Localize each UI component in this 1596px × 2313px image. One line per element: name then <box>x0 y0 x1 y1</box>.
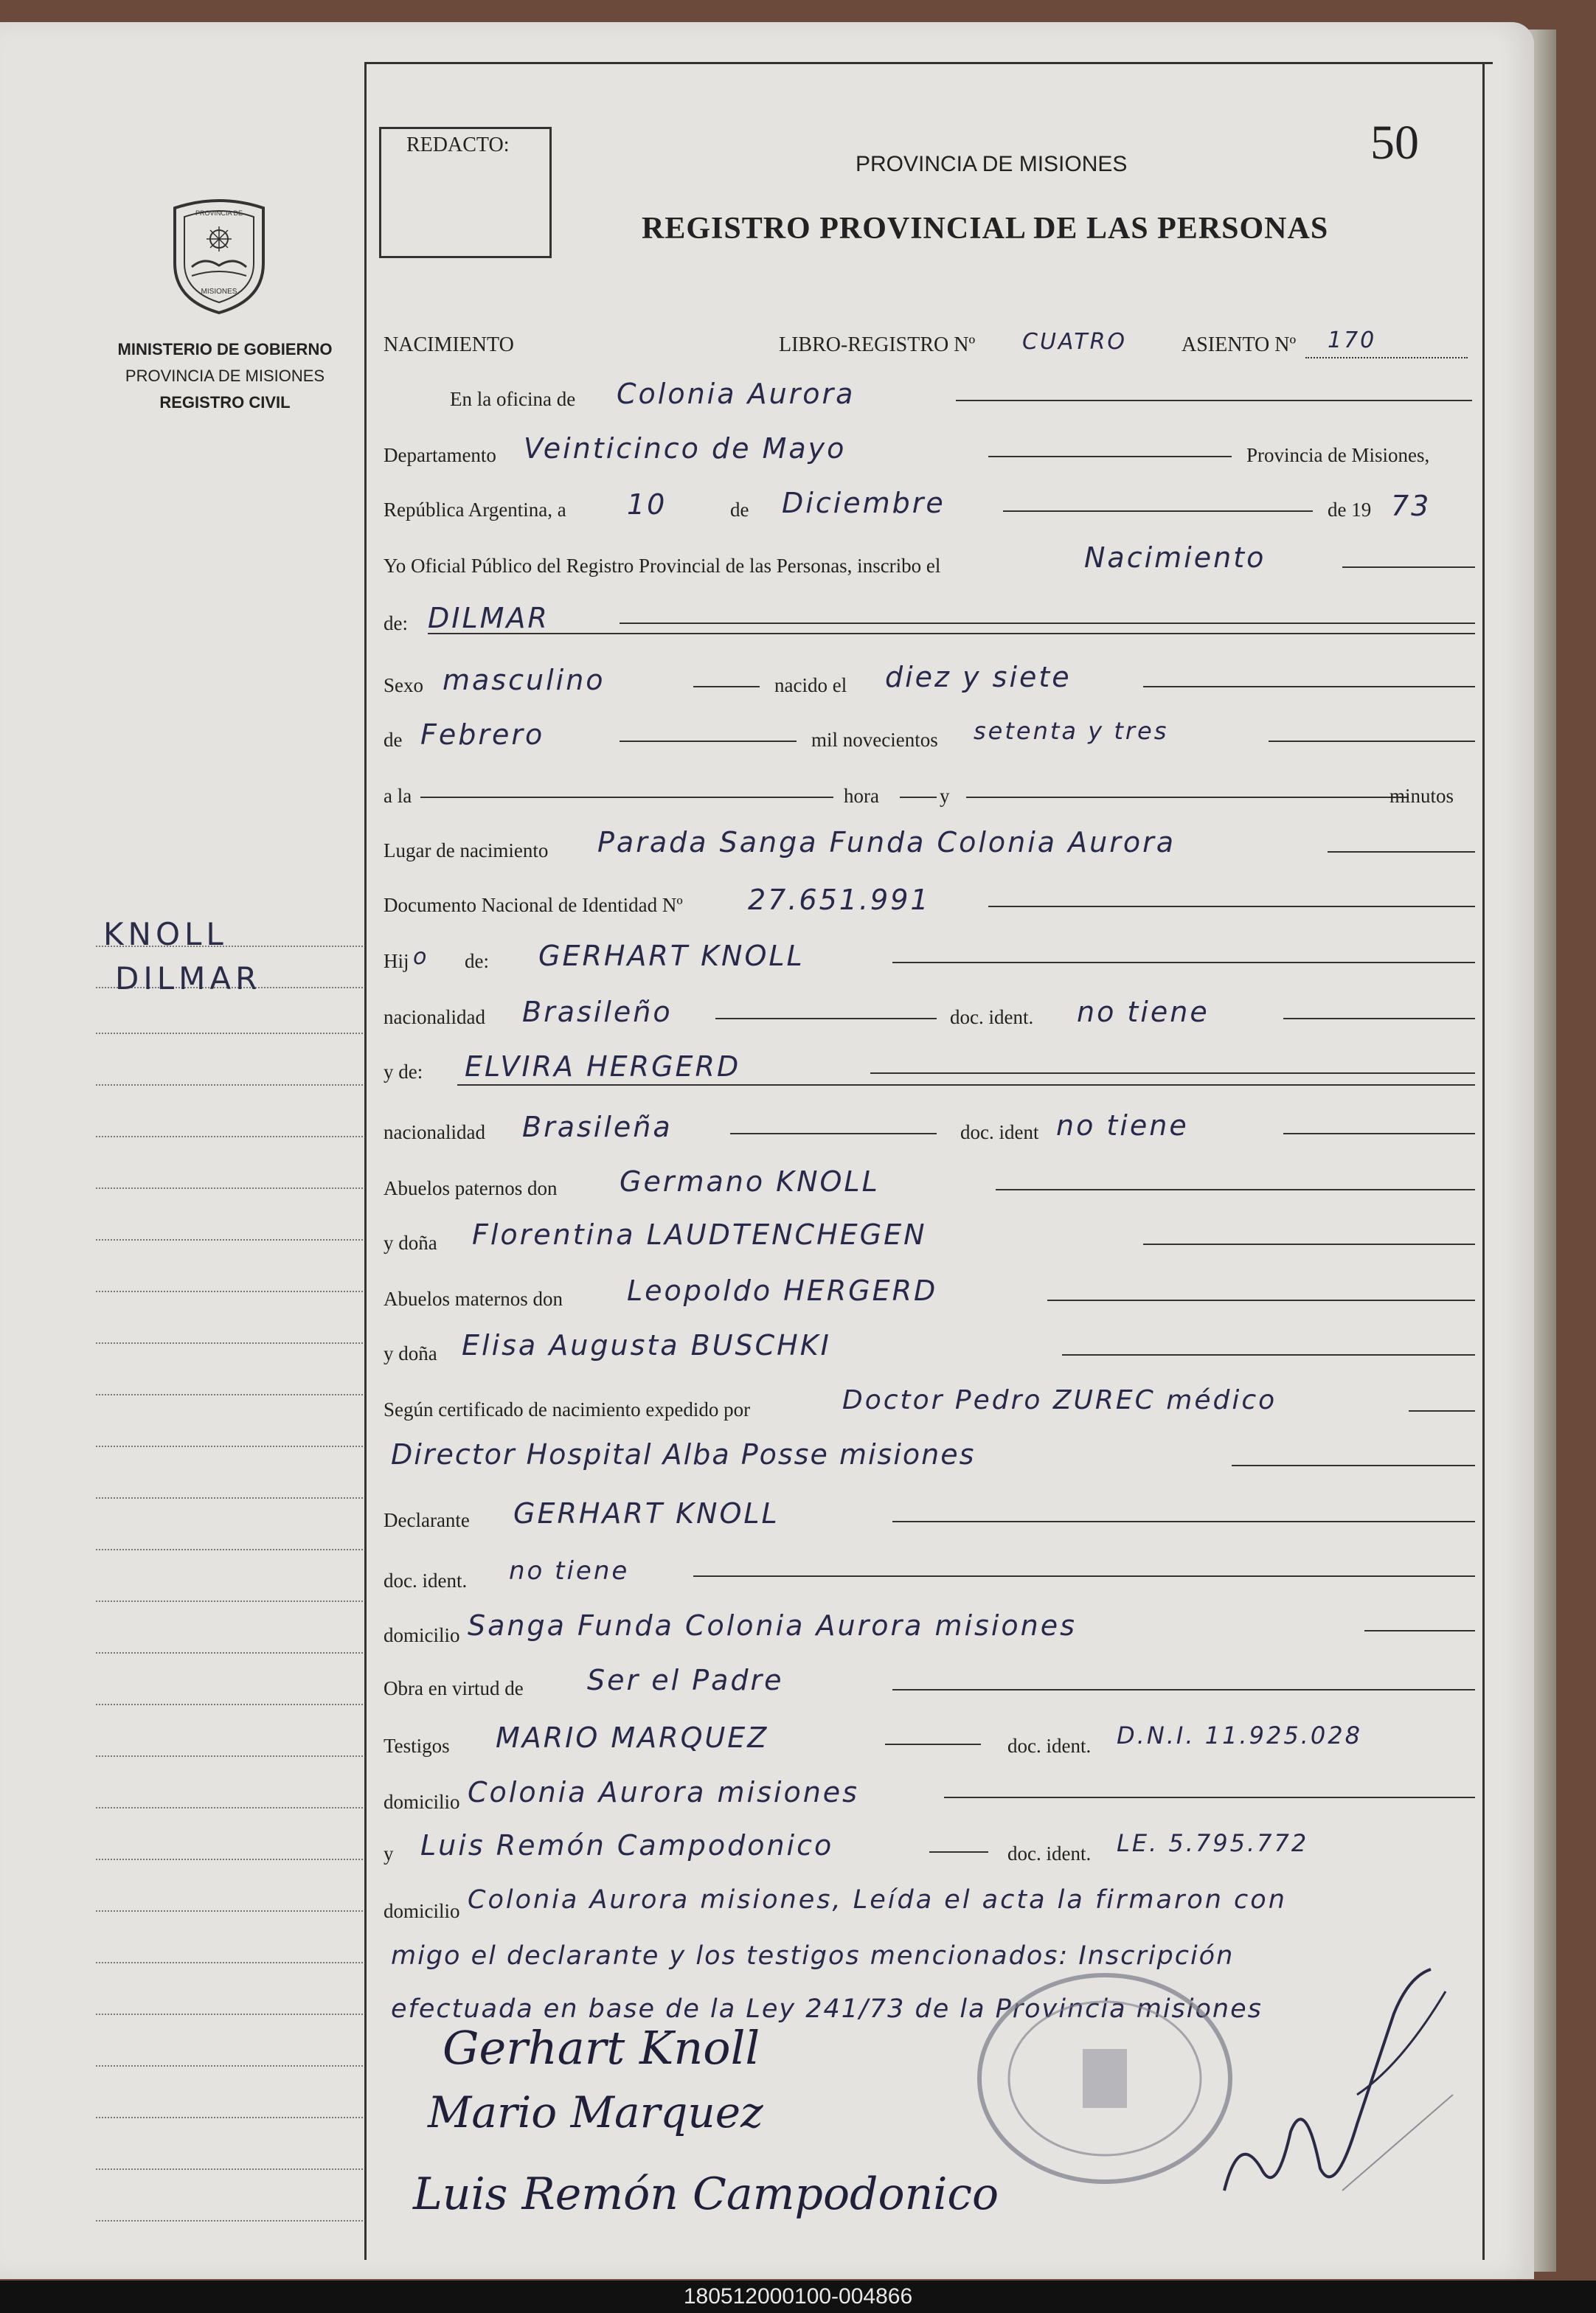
lugar-label: Lugar de nacimiento <box>384 839 549 861</box>
segun-label: Según certificado de nacimiento expedido por <box>384 1398 751 1421</box>
row-sexo <box>384 661 1468 714</box>
hijo-de-label: de: <box>465 950 489 972</box>
fill-line <box>1143 686 1475 687</box>
redacto-label: REDACTO: <box>406 133 510 156</box>
sexo-value: masculino <box>443 664 606 696</box>
nac2-value: Brasileña <box>522 1111 673 1143</box>
fill-line <box>900 797 937 798</box>
fill-line <box>1283 1133 1475 1134</box>
row-libro <box>384 327 1468 375</box>
abuelo-mat-value: Leopoldo HERGERD <box>627 1275 938 1307</box>
mil-label: mil novecientos <box>811 729 938 751</box>
margin-line <box>96 2117 363 2118</box>
fill-line <box>1283 1018 1475 1019</box>
margin-line <box>96 1342 363 1344</box>
declarante-label: Declarante <box>384 1509 470 1531</box>
row-domicilio-1 <box>384 1609 1468 1658</box>
anio-nac-value: setenta y tres <box>974 717 1169 745</box>
row-abuela-paterna <box>384 1218 1468 1272</box>
redacto-box <box>379 127 552 258</box>
row-obra <box>384 1664 1468 1717</box>
nac1-value: Brasileño <box>522 996 673 1028</box>
margin-line <box>96 1497 363 1499</box>
margin-line <box>96 1962 363 1963</box>
oficial-value: Nacimiento <box>1084 541 1266 574</box>
fill-line <box>1062 1354 1475 1356</box>
fill-line <box>988 456 1232 457</box>
row-abuelos-paternos <box>384 1165 1468 1217</box>
doc5-value: LE. 5.795.772 <box>1117 1829 1309 1857</box>
fill-line <box>620 741 797 742</box>
abuelo-pat-value: Germano KNOLL <box>620 1165 880 1198</box>
margin-line <box>96 2065 363 2067</box>
row-abuela-materna <box>384 1329 1468 1382</box>
oficial-label: Yo Oficial Público del Registro Provincial de las Personas, inscribo el <box>384 555 941 577</box>
fill-line <box>1047 1300 1475 1301</box>
fill-line <box>715 1018 937 1019</box>
obra-label: Obra en virtud de <box>384 1677 524 1699</box>
doc1-value: no tiene <box>1077 996 1210 1028</box>
de-label: de <box>730 499 749 521</box>
oficina-value: Colonia Aurora <box>617 378 856 410</box>
seal-text-top: PROVINCIA DE <box>195 209 243 217</box>
abuelos-mat-label: Abuelos maternos don <box>384 1288 563 1310</box>
ministry-line-2: PROVINCIA DE MISIONES <box>125 367 325 385</box>
mes-nac-value: Febrero <box>420 718 545 751</box>
domicilio3-value: Colonia Aurora misiones, Leída el acta la firmaron con <box>468 1885 1287 1915</box>
dona2-label: y doña <box>384 1342 437 1364</box>
row-certificado <box>384 1385 1468 1438</box>
row-domicilio-3 <box>384 1885 1468 1934</box>
registry-title: REGISTRO PROVINCIAL DE LAS PERSONAS <box>642 212 1329 246</box>
abuelos-pat-label: Abuelos paternos don <box>384 1177 558 1199</box>
nacido-value: diez y siete <box>885 661 1072 693</box>
fill-line <box>996 1189 1475 1190</box>
page-number: 50 <box>1370 116 1419 170</box>
fill-line <box>988 906 1475 907</box>
provincia-label: Provincia de Misiones, <box>1246 444 1430 466</box>
domicilio1-value: Sanga Funda Colonia Aurora misiones <box>468 1609 1077 1642</box>
nac1-label: nacionalidad <box>384 1006 485 1028</box>
margin-line <box>96 2220 363 2222</box>
row-declarante <box>384 1497 1468 1549</box>
row-abuelos-maternos <box>384 1275 1468 1328</box>
margin-line <box>96 1394 363 1395</box>
sexo-label: Sexo <box>384 674 423 696</box>
fill-line <box>693 686 760 687</box>
fill-line <box>1342 566 1475 568</box>
margin-given-name: DILMAR <box>115 960 262 996</box>
doc4-label: doc. ident. <box>1007 1735 1092 1757</box>
abuela-mat-value: Elisa Augusta BUSCHKI <box>462 1329 831 1362</box>
fill-line <box>885 1744 981 1745</box>
signature-testigo-1: Mario Marquez <box>428 2087 763 2137</box>
fill-line <box>1305 357 1468 358</box>
fill-line <box>1003 510 1313 512</box>
dni-label: Documento Nacional de Identidad Nº <box>384 894 683 916</box>
nacimiento-label: NACIMIENTO <box>384 333 514 356</box>
declarante-value: GERHART KNOLL <box>513 1497 780 1530</box>
ministry-line-1: MINISTERIO DE GOBIERNO <box>117 340 333 358</box>
row-oficial <box>384 541 1468 596</box>
margin-line <box>96 1755 363 1757</box>
de2-label: de: <box>384 612 408 634</box>
doc5-label: doc. ident. <box>1007 1842 1092 1865</box>
libro-label: LIBRO-REGISTRO Nº <box>779 333 976 356</box>
certificado-continuation: Director Hospital Alba Posse misiones <box>391 1438 976 1471</box>
margin-line <box>96 1807 363 1809</box>
row-dni <box>384 884 1468 934</box>
fill-line <box>956 400 1472 401</box>
fill-line <box>892 962 1475 963</box>
row-hora <box>384 780 1468 825</box>
fill-line <box>944 1797 1475 1798</box>
anio-label: de 19 <box>1328 499 1372 521</box>
left-border-line <box>364 62 367 2260</box>
republica-label: República Argentina, a <box>384 499 566 521</box>
row-departamento <box>384 432 1468 485</box>
row-domicilio-2 <box>384 1776 1468 1825</box>
dni-value: 27.651.991 <box>748 884 931 916</box>
fill-line <box>966 797 1409 798</box>
row-nombre <box>384 602 1468 651</box>
margin-line <box>96 1549 363 1550</box>
fill-line <box>420 797 833 798</box>
fill-line <box>457 1084 1475 1086</box>
testigo1-value: MARIO MARQUEZ <box>496 1721 769 1754</box>
fill-line <box>1364 1630 1475 1631</box>
domicilio1-label: domicilio <box>384 1624 460 1646</box>
margin-line <box>96 1910 363 1912</box>
row-lugar <box>384 826 1468 879</box>
departamento-label: Departamento <box>384 444 496 466</box>
fill-line <box>1232 1465 1475 1466</box>
fill-line <box>428 633 1475 634</box>
hora-label: hora <box>844 785 879 807</box>
fill-line <box>1328 851 1475 853</box>
footer-id: 180512000100-004866 <box>0 2281 1596 2313</box>
row-doc-declarante <box>384 1556 1468 1603</box>
margin-line <box>96 1652 363 1654</box>
fill-line <box>620 623 1475 624</box>
margin-line <box>96 1187 363 1189</box>
seal-text-bottom: MISIONES <box>201 288 237 296</box>
closing-line-1: migo el declarante y los testigos mencionados: Inscripción <box>391 1941 1235 1971</box>
official-signature-icon <box>1210 1947 1460 2227</box>
hijo-suffix: o <box>413 944 429 970</box>
lugar-value: Parada Sanga Funda Colonia Aurora <box>597 826 1176 859</box>
domicilio2-value: Colonia Aurora misiones <box>468 1776 859 1809</box>
doc1-label: doc. ident. <box>950 1006 1034 1028</box>
fill-line <box>1143 1244 1475 1245</box>
madre-value: ELVIRA HERGERD <box>465 1050 741 1083</box>
signature-testigo-2: Luis Remón Campodonico <box>413 2168 999 2220</box>
margin-line <box>96 2168 363 2170</box>
margin-line <box>96 2014 363 2015</box>
abuela-pat-value: Florentina LAUDTENCHEGEN <box>472 1218 927 1251</box>
doc3-label: doc. ident. <box>384 1570 468 1592</box>
fill-line <box>870 1072 1475 1074</box>
nac2-label: nacionalidad <box>384 1121 485 1143</box>
dia-value: 10 <box>627 488 667 521</box>
margin-line <box>96 1239 363 1241</box>
row-fecha <box>384 487 1468 540</box>
margin-line <box>96 1859 363 1860</box>
asiento-label: ASIENTO Nº <box>1182 333 1297 356</box>
fill-line <box>730 1133 937 1134</box>
fill-line <box>1409 1410 1475 1412</box>
nacido-label: nacido el <box>774 674 847 696</box>
fill-line <box>1269 741 1475 742</box>
margin-line <box>96 1601 363 1602</box>
domicilio2-label: domicilio <box>384 1791 460 1813</box>
ministry-block <box>103 336 347 416</box>
row-testigo-2 <box>384 1829 1468 1879</box>
nombre-value: DILMAR <box>428 602 549 634</box>
official-stamp-icon <box>972 1968 1238 2189</box>
row-testigos <box>384 1721 1468 1772</box>
a-la-label: a la <box>384 785 412 807</box>
row-nacionalidad-2 <box>384 1109 1468 1161</box>
row-nacionalidad-1 <box>384 996 1468 1046</box>
row-oficina <box>384 378 1468 429</box>
y-label: y <box>940 785 950 807</box>
testigos-label: Testigos <box>384 1735 450 1757</box>
anio-value: 73 <box>1391 490 1432 522</box>
testigo2-value: Luis Remón Campodonico <box>420 1829 834 1862</box>
departamento-value: Veinticinco de Mayo <box>524 432 847 465</box>
margin-line <box>96 1704 363 1705</box>
dona1-label: y doña <box>384 1232 437 1254</box>
row-hijo <box>384 940 1468 990</box>
segun-value: Doctor Pedro ZUREC médico <box>842 1385 1277 1415</box>
doc4-value: D.N.I. 11.925.028 <box>1117 1721 1362 1750</box>
margin-line <box>96 1033 363 1034</box>
closing-line-2: efectuada en base de la Ley 241/73 de la Provincia misiones <box>391 1994 1263 2024</box>
libro-value: CUATRO <box>1022 329 1128 355</box>
row-mes-nacimiento <box>384 717 1468 769</box>
margin-line <box>96 1446 363 1447</box>
signature-declarante: Gerhart Knoll <box>443 2021 760 2075</box>
obra-value: Ser el Padre <box>587 1664 784 1696</box>
asiento-value: 170 <box>1328 327 1377 353</box>
yde-label: y de: <box>384 1061 423 1083</box>
oficina-label: En la oficina de <box>450 388 576 410</box>
fill-line <box>892 1521 1475 1522</box>
y2-label: y <box>384 1842 394 1865</box>
margin-line <box>96 1084 363 1086</box>
margin-line <box>96 1291 363 1292</box>
domicilio3-label: domicilio <box>384 1900 460 1922</box>
doc3-value: no tiene <box>509 1556 630 1586</box>
ministry-line-3: REGISTRO CIVIL <box>159 393 291 412</box>
province-heading: PROVINCIA DE MISIONES <box>856 152 1128 176</box>
margin-line <box>96 1136 363 1137</box>
padre-value: GERHART KNOLL <box>538 940 805 972</box>
fill-line <box>693 1575 1475 1577</box>
fill-line <box>929 1851 988 1853</box>
de3-label: de <box>384 729 403 751</box>
minutos-label: minutos <box>1389 785 1454 807</box>
doc2-value: no tiene <box>1056 1109 1189 1142</box>
right-border-line <box>1482 62 1485 2260</box>
top-border-line <box>364 62 1493 64</box>
provincial-seal-icon <box>164 193 274 316</box>
fill-line <box>892 1689 1475 1690</box>
hijo-label: Hij <box>384 950 409 972</box>
mes-value: Diciembre <box>782 487 946 519</box>
row-madre <box>384 1050 1468 1100</box>
doc2-label: doc. ident <box>960 1121 1039 1143</box>
margin-surname: KNOLL <box>103 916 228 952</box>
